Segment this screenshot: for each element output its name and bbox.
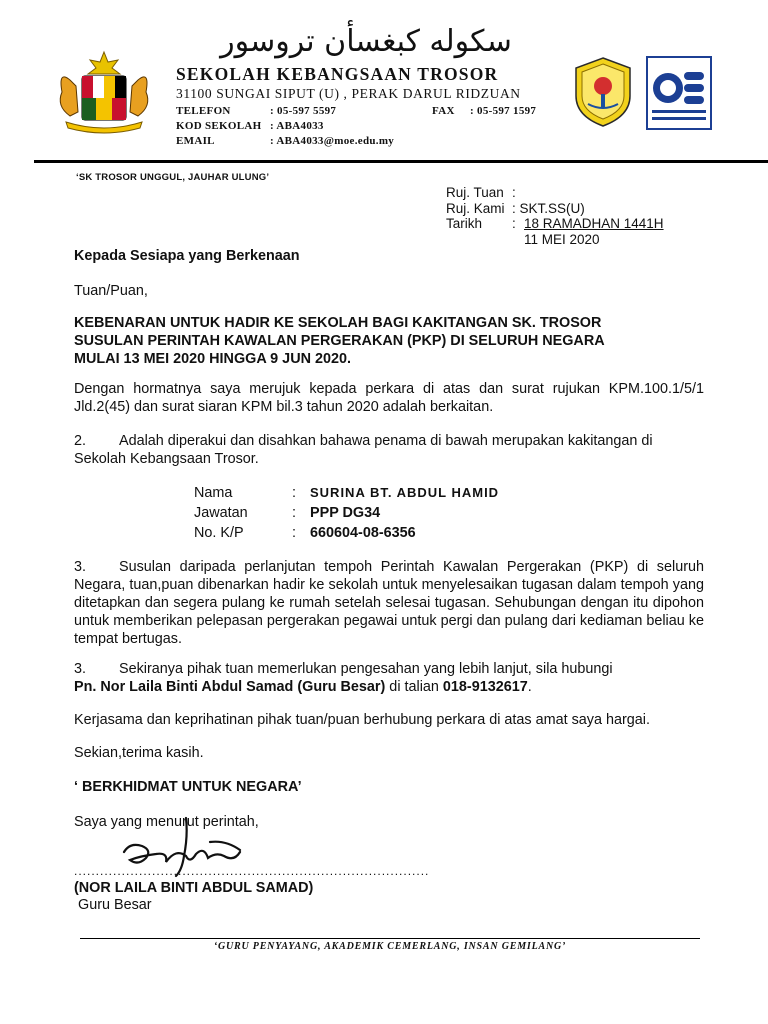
date-colon: : [512,216,516,231]
contact-phone: 018-9132617 [442,679,528,695]
school-badge-icon [572,56,634,128]
position-value: PPP DG34 [310,505,381,521]
email-label: EMAIL [176,135,215,147]
malaysia-coat-of-arms-icon [52,50,156,136]
your-ref-label: Ruj. Tuan [446,185,504,200]
paragraph-4-text: Sekiranya pihak tuan memerlukan pengesahan yang lebih lanjut, sila hubungi [119,661,613,677]
recipient: Kepada Sesiapa yang Berkenaan [74,248,300,264]
school-name: SEKOLAH KEBANGSAAN TROSOR [176,64,499,84]
detail-name-row [194,485,499,501]
paragraph-1: Dengan hormatnya saya merujuk kepada perkara di atas dan surat rujukan KPM.100.1/5/1 Jld.2(45) dan surat siaran KPM bil.3 tahun 2020 adalah berkaitan. [74,381,704,415]
name-label: Nama [194,485,233,501]
date-hijri: 18 RAMADHAN 1441H [524,216,664,231]
school-code-row [176,120,324,132]
phone-label: TELEFON [176,105,231,117]
paragraph-5: Kerjasama dan keprihatinan pihak tuan/puan berhubung perkara di atas amat saya hargai. [74,712,651,728]
fax-label: FAX [432,105,455,117]
closing-thanks: Sekian,terima kasih. [74,745,204,761]
fax-value: : 05-597 1597 [470,105,537,117]
position-colon: : [292,505,296,521]
paragraph-4 [74,660,704,696]
email-value: : ABA4033@moe.edu.my [270,135,395,147]
position-label: Jawatan [194,505,248,521]
contact-person: Pn. Nor Laila Binti Abdul Samad (Guru Besar) [74,679,386,695]
salutation: Tuan/Puan, [74,283,148,299]
phone-row [176,105,336,117]
education-quality-logo-icon [646,56,712,130]
subject-line-2: SUSULAN PERINTAH KAWALAN PERGERAKAN (PKP) DI SELURUH NEGARA [74,333,605,349]
your-reference [446,185,516,200]
our-reference [446,201,585,216]
contact-mid: di talian [385,679,443,695]
paragraph-2-number: 2. [74,433,87,449]
detail-position-row [194,505,380,521]
email-row [176,135,394,147]
signature-line: .................................................................................. [74,864,430,878]
ic-colon: : [292,525,296,541]
your-ref-value: : [512,185,516,200]
ic-value: 660604-08-6356 [310,525,416,541]
paragraph-2 [74,432,704,468]
service-motto: ‘ BERKHIDMAT UNTUK NEGARA’ [74,779,302,795]
school-motto: ‘SK TROSOR UNGGUL, JAUHAR ULUNG’ [76,172,270,183]
fax-row [432,105,536,117]
school-code-label: KOD SEKOLAH [176,120,262,132]
phone-value: : 05-597 5597 [270,105,337,117]
letter-date [446,216,664,231]
school-address: 31100 SUNGAI SIPUT (U) , PERAK DARUL RIDZUAN [176,86,521,101]
paragraph-3-number: 3. [74,559,87,575]
subject-line-1: KEBENARAN UNTUK HADIR KE SEKOLAH BAGI KAKITANGAN SK. TROSOR [74,315,602,331]
our-ref-label: Ruj. Kami [446,201,505,216]
paragraph-3 [74,558,704,648]
signatory-title: Guru Besar [78,897,152,913]
name-colon: : [292,485,296,501]
sign-off: Saya yang menurut perintah, [74,814,259,830]
paragraph-2-text: Adalah diperakui dan disahkan bahawa penama di bawah merupakan kakitangan di Sekolah Kebangsaan Trosor. [74,433,653,467]
signatory-name: (NOR LAILA BINTI ABDUL SAMAD) [74,880,314,896]
footer-divider [80,938,700,939]
school-code-value: : ABA4033 [270,120,324,132]
paragraph-3-text: Susulan daripada perlanjutan tempoh Perintah Kawalan Pergerakan (PKP) di seluruh Negara, tuan,puan dibenarkan hadir ke sekolah untuk menyelesaikan tugasan dalam tempoh yang ditetapkan dan segera pulang ke rumah setelah selesai tugasan. Sehubungan dengan itu dipohon untuk memberikan pelepasan pergerakan pegawai untuk pergi dan pulang dari kediaman beliau ke tempat bertugas. [74,559,704,647]
ic-label: No. K/P [194,525,244,541]
date-label: Tarikh [446,216,483,231]
detail-ic-row [194,525,416,541]
name-value: SURINA BT. ABDUL HAMID [310,485,500,500]
paragraph-4-number: 3. [74,661,87,677]
contact-end: . [527,679,532,695]
date-gregorian: 11 MEI 2020 [524,232,600,247]
header-divider [34,160,768,163]
our-ref-value: : SKT.SS(U) [512,201,585,216]
school-name-jawi: سكوله كبغسأن تروسور [220,24,512,59]
footer-motto: ‘GURU PENYAYANG, AKADEMIK CEMERLANG, INSAN GEMILANG’ [213,941,567,952]
letter-subject [74,314,704,368]
subject-line-3: MULAI 13 MEI 2020 HINGGA 9 JUN 2020. [74,351,351,367]
